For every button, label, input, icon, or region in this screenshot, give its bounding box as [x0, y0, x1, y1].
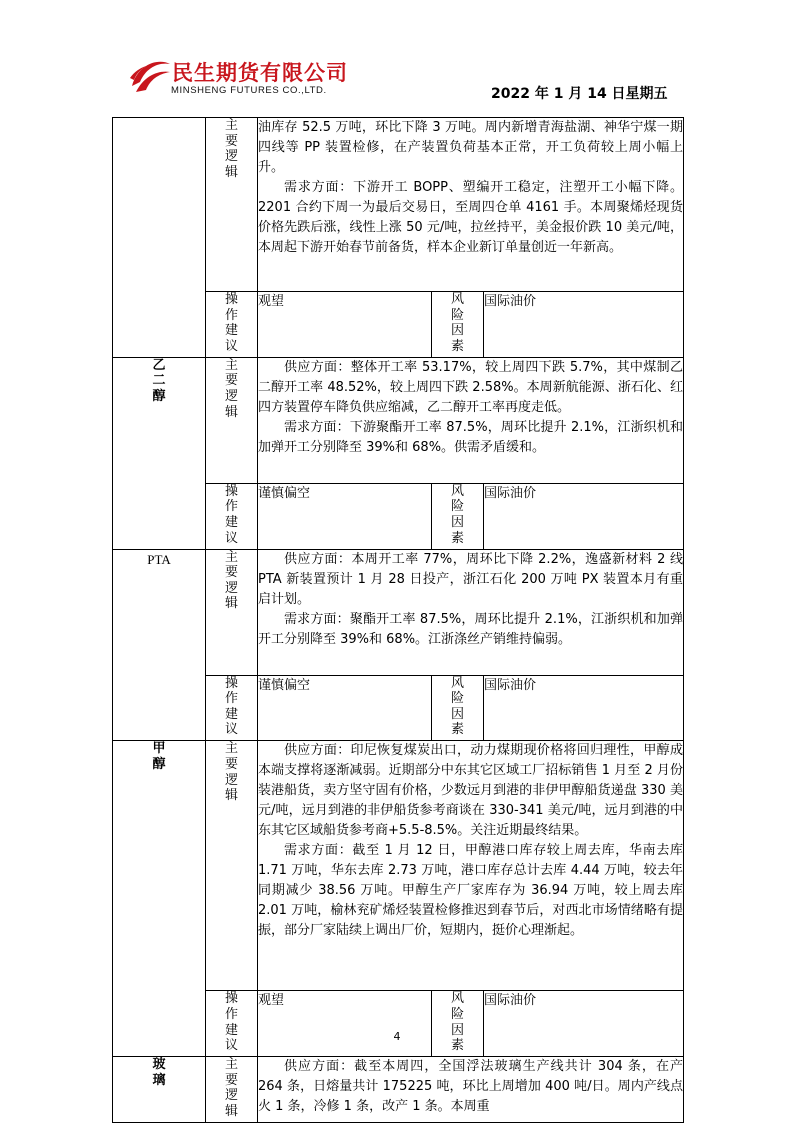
product-name: 甲醇: [113, 741, 206, 1057]
table-row: [113, 1057, 684, 1123]
product-name: [113, 118, 206, 358]
logic-paragraph: 需求方面：聚酯开工率 87.5%，周环比提升 2.1%，江浙织机和加弹开工分别降至 39%和 68%。江浙涤丝产销维持偏弱。: [258, 611, 683, 647]
logic-paragraph: 需求方面：下游开工 BOPP、塑编开工稳定，注塑开工小幅下降。2201 合约下周一为最后交易日，至周四仓单 4161 手。本周聚烯烃现货价格先跌后涨，线性上涨 50 元/吨，拉丝持平，美金报价跌 10 美元/吨，本周起下游开始春节前备货，样本企业新订单量创近一年新高。: [258, 180, 683, 255]
risk-value: 国际油价: [484, 675, 684, 741]
risk-value: 国际油价: [484, 991, 684, 1057]
page-number: 4: [393, 1030, 401, 1043]
logic-content: [258, 118, 684, 292]
operation-value: 观望: [258, 292, 432, 358]
logo-english-name: MINSHENG FUTURES CO.,LTD.: [171, 85, 327, 96]
logic-paragraph: 油库存 52.5 万吨，环比下降 3 万吨。周内新增青海盐湖、神华宁煤一期四线等 PP 装置检修，在产装置负荷基本正常，开工负荷较上周小幅上升。: [258, 120, 683, 175]
table-row: [113, 357, 684, 483]
logic-content: [258, 357, 684, 483]
page-header: [0, 0, 794, 118]
table-row: [113, 118, 684, 292]
main-logic-label: 主要逻辑: [206, 357, 258, 483]
logo-chinese-name: 民生期货有限公司: [172, 61, 348, 85]
product-name: PTA: [113, 549, 206, 741]
operation-value: 谨慎偏空: [258, 675, 432, 741]
logic-content: [258, 549, 684, 675]
logic-paragraph: 供应方面：整体开工率 53.17%，较上周四下跌 5.7%，其中煤制乙二醇开工率 48.52%，较上周四下跌 2.58%。本周新航能源、浙石化、红四方装置停车降负供应缩减，乙二醇开工率再度走低。: [258, 359, 683, 415]
commodity-table: [112, 117, 684, 1123]
operation-label: 操作建议: [206, 991, 258, 1057]
product-name: 乙二醇: [113, 357, 206, 549]
main-logic-label: 主要逻辑: [206, 1057, 258, 1123]
table-row: [113, 549, 684, 675]
table-row: [113, 741, 684, 991]
operation-label: 操作建议: [206, 483, 258, 549]
minsheng-swoosh-logo-icon: [128, 56, 172, 100]
logic-content: [258, 1057, 684, 1123]
logic-content: [258, 741, 684, 991]
risk-label: 风险因素: [432, 991, 484, 1057]
operation-label: 操作建议: [206, 292, 258, 358]
logic-paragraph: 需求方面：下游聚酯开工率 87.5%，周环比提升 2.1%，江浙织机和加弹开工分别降至 39%和 68%。供需矛盾缓和。: [258, 419, 683, 455]
risk-value: 国际油价: [484, 483, 684, 549]
product-name: 玻璃: [113, 1057, 206, 1123]
risk-value: 国际油价: [484, 292, 684, 358]
main-logic-label: 主要逻辑: [206, 118, 258, 292]
main-logic-label: 主要逻辑: [206, 549, 258, 675]
operation-label: 操作建议: [206, 675, 258, 741]
main-logic-label: 主要逻辑: [206, 741, 258, 991]
logic-paragraph: 供应方面：本周开工率 77%，周环比下降 2.2%，逸盛新材料 2 线 PTA 新装置预计 1 月 28 日投产，浙江石化 200 万吨 PX 装置本月有重启计划。: [258, 551, 683, 607]
operation-value: 观望: [258, 991, 432, 1057]
logic-paragraph: 供应方面：印尼恢复煤炭出口，动力煤期现价格将回归理性，甲醇成本端支撑将逐渐减弱。近期部分中东其它区域工厂招标销售 1 月至 2 月份装港船货，卖方坚守固有价格，少数远月到港的非伊甲醇船货递盘 330 美元/吨，远月到港的非伊船货参考商谈在 330-341 美元/吨，远月到港的中东其它区域船货参考商+5.5-8.5%。关注近期最终结果。: [258, 743, 683, 839]
operation-value: 谨慎偏空: [258, 483, 432, 549]
risk-label: 风险因素: [432, 292, 484, 358]
logic-paragraph: 需求方面：截至 1 月 12 日，甲醇港口库存较上周去库，华南去库 1.71 万吨，华东去库 2.73 万吨，港口库存总计去库 4.44 万吨，较去年同期减少 38.56 万吨。甲醇生产厂家库存为 36.94 万吨，较上周去库 2.01 万吨，榆林兖矿烯烃装置检修推迟到春节后，对西北市场情绪略有提振，部分厂家陆续上调出厂价，短期内，挺价心理渐起。: [258, 843, 683, 939]
risk-label: 风险因素: [432, 483, 484, 549]
logic-paragraph: 供应方面：截至本周四，全国浮法玻璃生产线共计 304 条，在产 264 条，日熔量共计 175225 吨，环比上周增加 400 吨/日。周内产线点火 1 条，冷修 1 条，改产 1 条。本周重: [258, 1059, 683, 1115]
risk-label: 风险因素: [432, 675, 484, 741]
company-logo: [128, 56, 363, 102]
report-date: 2022 年 1 月 14 日星期五: [491, 86, 668, 102]
